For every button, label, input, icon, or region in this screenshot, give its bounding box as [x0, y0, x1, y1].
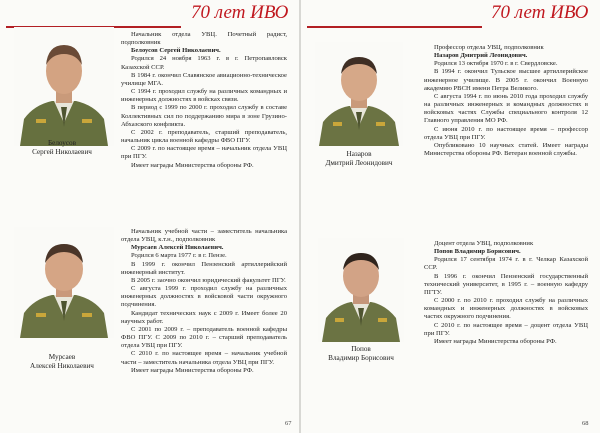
caption-surname: Назаров — [346, 150, 372, 158]
bio-line: В период с 1999 по 2000 г. проходил службу в составе Коллективных сил по поддержанию мира в зоне Грузино-Абхазского конфликта. — [121, 104, 287, 128]
bio-line: С 1994 г. проходил службу на различных командных и инженерных должностях в войсках связи. — [121, 88, 287, 104]
left-page — [0, 0, 299, 433]
page-number: 67 — [285, 420, 292, 427]
bio-line: Родился 13 октября 1970 г. в г. Свердловске. — [434, 60, 558, 68]
portrait-caption — [6, 353, 118, 371]
caption-surname: Попов — [351, 345, 371, 353]
bio-line: С июня 2010 г. по настоящее время – профессор отдела УВЦ при ПГУ. — [424, 125, 588, 141]
bio-line: С 2010 г. по настоящее время – начальник учебной части – заместитель начальника отдела УВЦ при ПГУ. — [121, 350, 287, 366]
bio-line: С 2010 г. по настоящее время – доцент отдела УВЦ при ПГУ. — [424, 321, 588, 337]
header-rule — [307, 26, 482, 28]
bio-line: В 2005 г. заочно окончил юридический факультет ПГУ. — [131, 276, 286, 284]
bio-line: Имеет награды Министерства обороны РФ. — [131, 161, 254, 169]
bio-line: Опубликовано 10 научных статей. Имеет награды Министерства обороны РФ. Ветеран военной службы. — [424, 141, 588, 158]
bio-line: Доцент отдела УВЦ, подполковник — [434, 240, 534, 247]
bio-line: Родился 6 марта 1977 г. в г. Пензе. — [131, 252, 227, 260]
bio-line: Родился 24 ноября 1963 г. в г. Петропавловск Казахской ССР. — [121, 55, 287, 71]
bio-name: Назаров Дмитрий Леонидович. — [434, 52, 528, 60]
caption-surname: Белоусов — [48, 139, 76, 147]
bio-line: С августа 1999 г. проходил службу на различных инженерных должностях в войсковой части окружного подчинения. — [121, 285, 287, 309]
bio-line: С 2009 г. по настоящее время – начальник отдела УВЦ при ПГУ. — [121, 145, 287, 161]
caption-name: Дмитрий Леонидович — [325, 159, 393, 167]
caption-surname: Мурсаев — [48, 353, 76, 361]
header-title: 70 лет ИВО — [191, 2, 289, 23]
portrait-caption — [301, 150, 417, 168]
portrait-photo — [14, 227, 114, 338]
bio-name: Белоусов Сергей Николаевич. — [131, 47, 221, 55]
bio-line: Начальник учебной части – заместитель начальника отдела УВЦ, к.т.н., подполковник — [121, 228, 287, 244]
bio-line: Начальник отдела УВЦ. Почетный радист, подполковник — [121, 31, 287, 47]
bio-line: Имеет награды Министерства обороны РФ. — [434, 337, 557, 345]
bio-line: Профессор отдела УВЦ, подполковник — [434, 44, 544, 51]
bio-line: Имеет награды Министерства обороны РФ. — [131, 366, 254, 374]
bio-line: Родился 17 сентября 1974 г. в г. Челкар Казахской ССР. — [424, 256, 588, 272]
portrait-caption — [6, 139, 118, 157]
caption-name: Сергей Николаевич — [32, 148, 92, 156]
bio-line: С августа 1994 г. по июнь 2010 года проходил службу на различных инженерных и командных должностях в войсковых частях Службы специального контроля 12 Главного управления МО РФ. — [424, 92, 588, 125]
bio-line: Кандидат технических наук с 2009 г. Имеет более 20 научных работ. — [121, 309, 287, 325]
bio-name: Мурсаев Алексей Николаевич. — [131, 244, 224, 252]
caption-name: Владимир Борисович — [328, 354, 394, 362]
biography-text — [424, 44, 588, 158]
portrait-photo — [14, 27, 114, 146]
bio-line: С 2002 г. преподаватель, старший преподаватель, начальник цикла военной кафедры ФВО ПГУ. — [121, 128, 287, 145]
bio-line: В 1994 г. окончил Тульское высшее артиллерийское инженерное училище. В 2005 г. окончил Военную академию РВСН имени Петра Великого. — [424, 68, 588, 92]
bio-line: В 1996 г. окончил Пензенский государственный технический университет, в 1995 г. – военную кафедру ПГТУ. — [424, 272, 588, 296]
caption-name: Алексей Николаевич — [30, 362, 94, 370]
page-number: 68 — [582, 420, 589, 427]
bio-line: В 1984 г. окончил Славянское авиационно-техническое училище МГА. — [121, 71, 287, 87]
bio-line: С 2000 г. по 2010 г. проходил службу на различных командных и инженерных должностях в войсковых частях окружного подчинения. — [424, 297, 588, 321]
biography-text — [121, 31, 287, 170]
portrait-caption — [303, 345, 419, 363]
biography-text — [121, 228, 287, 375]
portrait-photo — [315, 42, 403, 146]
bio-name: Попов Владимир Борисович. — [434, 248, 521, 256]
header-title: 70 лет ИВО — [491, 2, 589, 23]
biography-text — [424, 240, 588, 346]
right-page — [301, 0, 600, 433]
portrait-photo — [318, 238, 404, 342]
bio-line: В 1999 г. окончил Пензенский артиллерийский инженерный институт. — [121, 260, 287, 276]
bio-line: С 2001 по 2009 г. – преподаватель военной кафедры ФВО ПГУ. С 2009 по 2010 г. – старший преподаватель отдела УВЦ при ПГУ. — [121, 325, 287, 350]
